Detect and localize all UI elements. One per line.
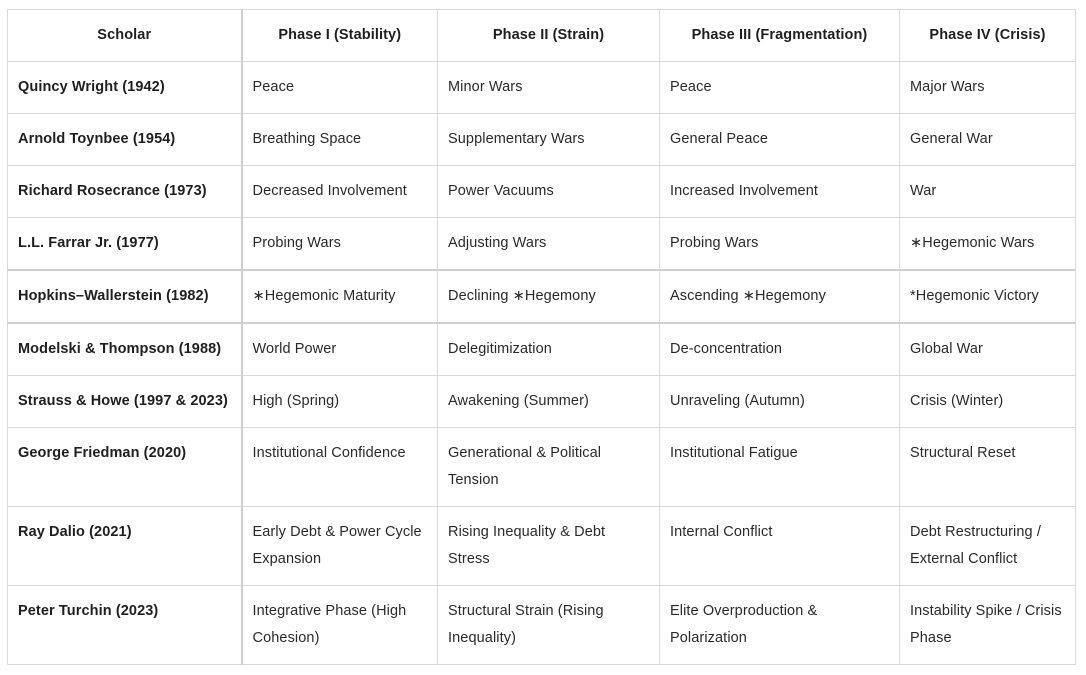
cell-phase-4: *Hegemonic Victory: [900, 270, 1076, 323]
cell-phase-3: Institutional Fatigue: [660, 428, 900, 507]
table-row: [8, 586, 1076, 665]
cell-phase-1: Institutional Confidence: [242, 428, 438, 507]
table-row: [8, 376, 1076, 428]
cell-phase-3: Elite Overproduction & Polarization: [660, 586, 900, 665]
table-row: [8, 270, 1076, 323]
cell-phase-4: Crisis (Winter): [900, 376, 1076, 428]
header-phase-1: Phase I (Stability): [242, 10, 438, 62]
header-phase-2: Phase II (Strain): [438, 10, 660, 62]
cell-phase-3: Probing Wars: [660, 218, 900, 271]
cell-phase-1: Early Debt & Power Cycle Expansion: [242, 507, 438, 586]
header-phase-3: Phase III (Fragmentation): [660, 10, 900, 62]
cell-scholar: Quincy Wright (1942): [8, 62, 242, 114]
table-row: [8, 323, 1076, 376]
cell-scholar: L.L. Farrar Jr. (1977): [8, 218, 242, 271]
phase-comparison-table-container: [7, 9, 1076, 665]
cell-phase-3: Unraveling (Autumn): [660, 376, 900, 428]
cell-phase-1: Breathing Space: [242, 114, 438, 166]
header-scholar: Scholar: [8, 10, 242, 62]
cell-scholar: Peter Turchin (2023): [8, 586, 242, 665]
cell-phase-2: Generational & Political Tension: [438, 428, 660, 507]
cell-scholar: Arnold Toynbee (1954): [8, 114, 242, 166]
cell-phase-2: Power Vacuums: [438, 166, 660, 218]
cell-scholar: Hopkins–Wallerstein (1982): [8, 270, 242, 323]
cell-phase-3: Ascending ∗Hegemony: [660, 270, 900, 323]
cell-phase-3: General Peace: [660, 114, 900, 166]
table-row: [8, 62, 1076, 114]
cell-phase-4: Instability Spike / Crisis Phase: [900, 586, 1076, 665]
cell-phase-4: Structural Reset: [900, 428, 1076, 507]
table-header-row: [8, 10, 1076, 62]
cell-phase-4: Debt Restructuring / External Conflict: [900, 507, 1076, 586]
cell-phase-1: Integrative Phase (High Cohesion): [242, 586, 438, 665]
cell-phase-3: Increased Involvement: [660, 166, 900, 218]
cell-scholar: Ray Dalio (2021): [8, 507, 242, 586]
phase-comparison-table: [7, 9, 1076, 665]
table-row: [8, 166, 1076, 218]
cell-phase-1: High (Spring): [242, 376, 438, 428]
cell-phase-3: Internal Conflict: [660, 507, 900, 586]
cell-phase-1: ∗Hegemonic Maturity: [242, 270, 438, 323]
cell-phase-1: Peace: [242, 62, 438, 114]
cell-phase-2: Awakening (Summer): [438, 376, 660, 428]
cell-phase-3: Peace: [660, 62, 900, 114]
cell-phase-2: Rising Inequality & Debt Stress: [438, 507, 660, 586]
cell-phase-1: Decreased Involvement: [242, 166, 438, 218]
table-row: [8, 114, 1076, 166]
cell-phase-4: War: [900, 166, 1076, 218]
header-phase-4: Phase IV (Crisis): [900, 10, 1076, 62]
cell-phase-2: Adjusting Wars: [438, 218, 660, 271]
cell-phase-1: World Power: [242, 323, 438, 376]
cell-phase-1: Probing Wars: [242, 218, 438, 271]
cell-phase-4: ∗Hegemonic Wars: [900, 218, 1076, 271]
cell-scholar: George Friedman (2020): [8, 428, 242, 507]
cell-scholar: Richard Rosecrance (1973): [8, 166, 242, 218]
cell-phase-2: Structural Strain (Rising Inequality): [438, 586, 660, 665]
cell-phase-3: De-concentration: [660, 323, 900, 376]
cell-scholar: Strauss & Howe (1997 & 2023): [8, 376, 242, 428]
table-row: [8, 218, 1076, 271]
cell-phase-2: Supplementary Wars: [438, 114, 660, 166]
cell-phase-4: General War: [900, 114, 1076, 166]
cell-phase-2: Declining ∗Hegemony: [438, 270, 660, 323]
table-row: [8, 428, 1076, 507]
cell-phase-2: Minor Wars: [438, 62, 660, 114]
cell-phase-4: Major Wars: [900, 62, 1076, 114]
cell-scholar: Modelski & Thompson (1988): [8, 323, 242, 376]
table-row: [8, 507, 1076, 586]
cell-phase-2: Delegitimization: [438, 323, 660, 376]
cell-phase-4: Global War: [900, 323, 1076, 376]
